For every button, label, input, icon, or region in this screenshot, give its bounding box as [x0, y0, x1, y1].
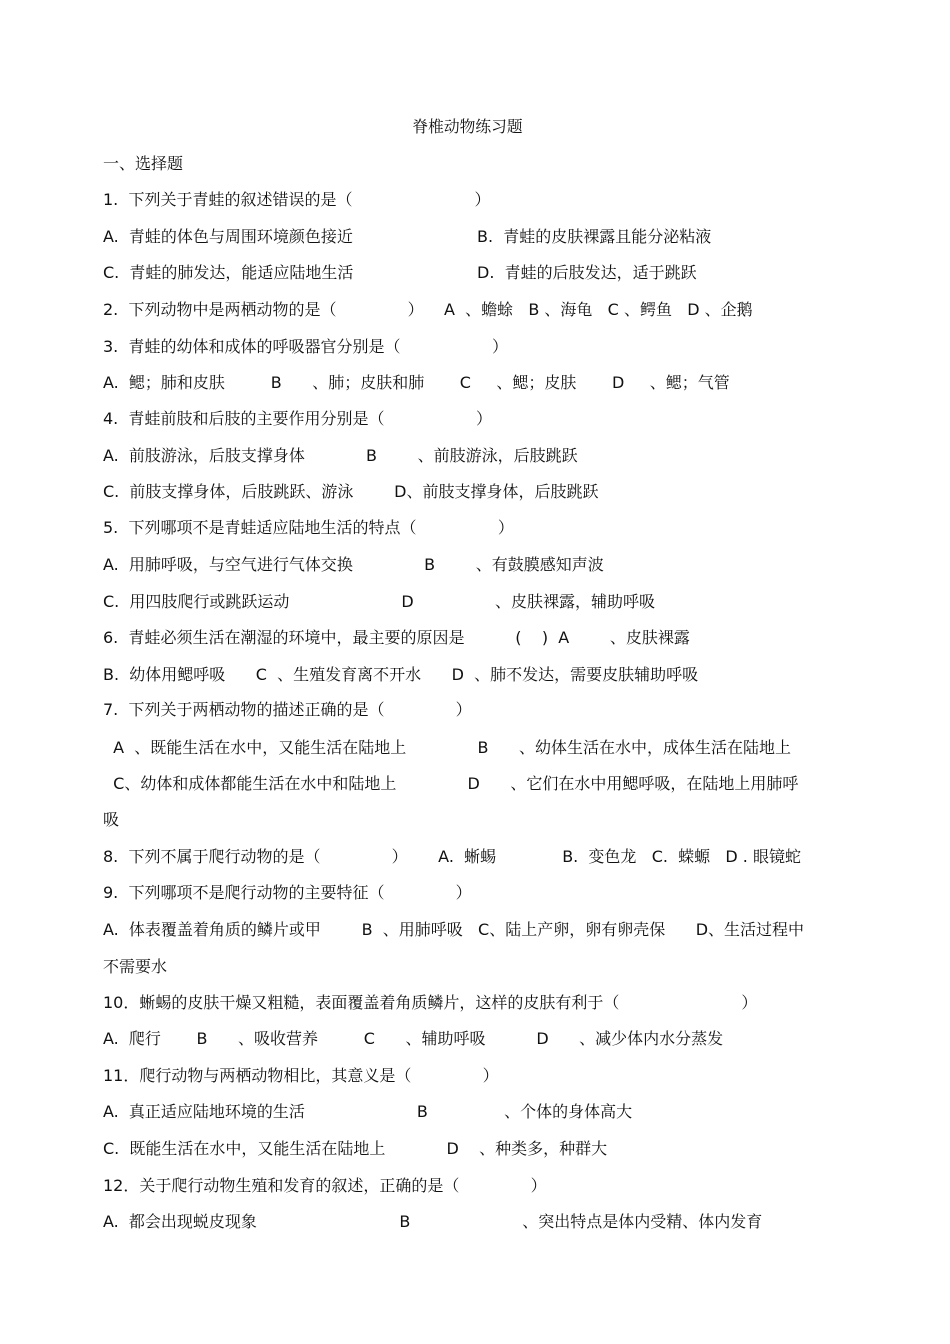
- option-line: B. 青蛙的皮肤裸露且能分泌粘液: [477, 227, 712, 246]
- question-line: 6. 青蛙必须生活在潮湿的环境中，最主要的原因是 ( ) A 、皮肤裸露: [103, 628, 690, 647]
- option-line: C. 前肢支撑身体，后肢跳跃、游泳 D、前肢支撑身体，后肢跳跃: [103, 482, 599, 501]
- question-line: 7. 下列关于两栖动物的描述正确的是（ ）: [103, 700, 472, 719]
- question-line: 3. 青蛙的幼体和成体的呼吸器官分别是（ ）: [103, 337, 508, 356]
- section-heading: 一、选择题: [103, 154, 184, 173]
- option-line: C、幼体和成体都能生活在水中和陆地上 D 、它们在水中用鳃呼吸，在陆地上用肺呼: [103, 774, 799, 793]
- question-line: 11．爬行动物与两栖动物相比，其意义是（ ）: [103, 1066, 499, 1085]
- option-line: A. 青蛙的体色与周围环境颜色接近: [103, 227, 353, 246]
- option-line: A. 用肺呼吸，与空气进行气体交换 B 、有鼓膜感知声波: [103, 555, 604, 574]
- question-line: 5. 下列哪项不是青蛙适应陆地生活的特点（ ）: [103, 518, 514, 537]
- page-title: 脊椎动物练习题: [412, 117, 523, 136]
- option-line: A. 都会出现蜕皮现象 B 、突出特点是体内受精、体内发育: [103, 1212, 763, 1231]
- question-line: 4. 青蛙前肢和后肢的主要作用分别是（ ）: [103, 409, 492, 428]
- question-line: 10．蜥蜴的皮肤干燥又粗糙，表面覆盖着角质鳞片，这样的皮肤有利于（ ）: [103, 993, 758, 1012]
- option-line: A 、既能生活在水中，又能生活在陆地上 B 、幼体生活在水中，成体生活在陆地上: [103, 738, 791, 757]
- question-line: 8. 下列不属于爬行动物的是（ ） A. 蜥蜴 B. 变色龙 C. 蝾螈 D . 眼镜蛇: [103, 847, 801, 866]
- option-line: C. 青蛙的肺发达，能适应陆地生活: [103, 263, 354, 282]
- option-line: A. 鳃；肺和皮肤 B 、肺；皮肤和肺 C 、鳃；皮肤 D 、鳃；气管: [103, 373, 730, 392]
- option-line: A. 爬行 B 、吸收营养 C 、辅助呼吸 D 、减少体内水分蒸发: [103, 1029, 724, 1048]
- question-line: 9. 下列哪项不是爬行动物的主要特征（ ）: [103, 883, 472, 902]
- question-line: 12．关于爬行动物生殖和发育的叙述，正确的是（ ）: [103, 1176, 547, 1195]
- option-line: D. 青蛙的后肢发达，适于跳跃: [477, 263, 697, 282]
- question-line: 2. 下列动物中是两栖动物的是（ ） A 、蟾蜍 B 、海龟 C 、鳄鱼 D 、企鹅: [103, 300, 753, 319]
- option-line: A. 真正适应陆地环境的生活 B 、个体的身体高大: [103, 1102, 633, 1121]
- option-line: C. 既能生活在水中，又能生活在陆地上 D 、种类多，种群大: [103, 1139, 608, 1158]
- option-line: 吸: [103, 810, 120, 829]
- question-line: 1. 下列关于青蛙的叙述错误的是（ ）: [103, 190, 491, 209]
- option-line: A. 前肢游泳，后肢支撑身体 B 、前肢游泳，后肢跳跃: [103, 446, 578, 465]
- option-line: C. 用四肢爬行或跳跃运动 D 、皮肤裸露，辅助呼吸: [103, 592, 656, 611]
- option-line: A. 体表覆盖着角质的鳞片或甲 B 、用肺呼吸 C、陆上产卵，卵有卵壳保 D、生活过程中: [103, 920, 805, 939]
- option-line: 不需要水: [103, 957, 168, 976]
- option-line: B. 幼体用鳃呼吸 C 、生殖发育离不开水 D 、肺不发达，需要皮肤辅助呼吸: [103, 665, 699, 684]
